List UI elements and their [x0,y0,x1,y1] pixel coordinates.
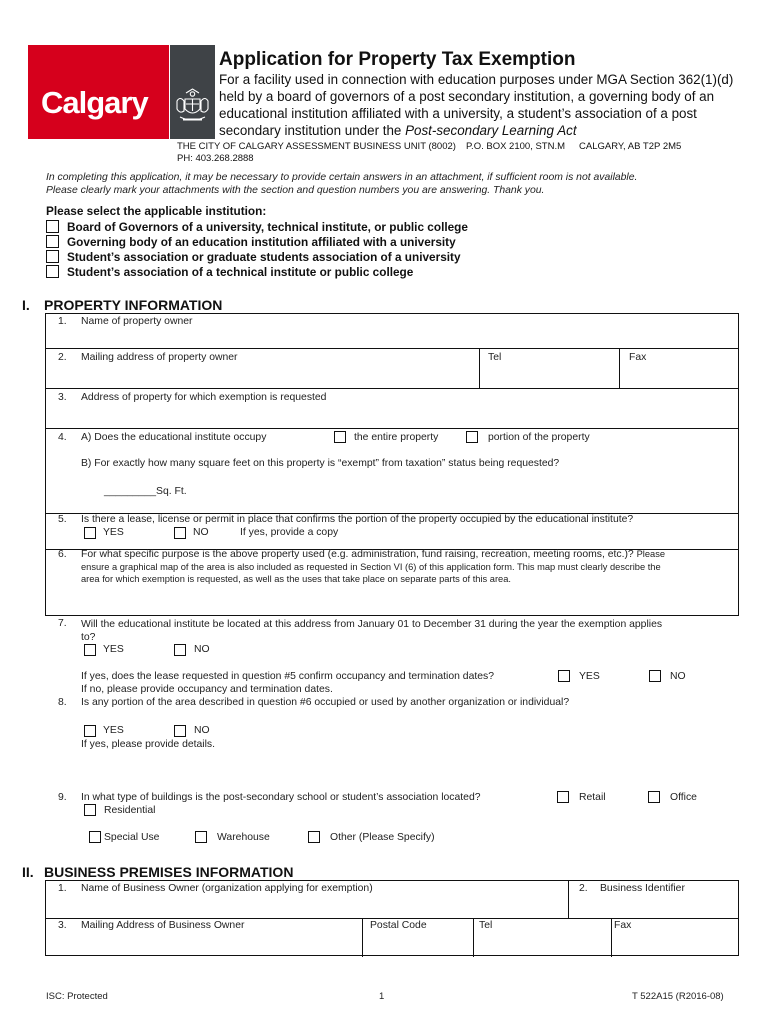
q4-number: 4. [58,432,67,443]
portion-property-label: portion of the property [488,432,590,443]
logo-wordmark: Calgary [41,85,148,120]
footer-classification: ISC: Protected [46,991,108,1002]
portion-property-checkbox[interactable] [466,431,478,443]
instructions-note: In completing this application, it may be necessary to provide certain answers in an attachment, if sufficient room is not available. Please clearly mark your attachments with the section and question numbers you are answering. Thank you. [46,172,638,196]
other-occupant-yes-label: YES [103,725,124,736]
square-feet-question: B) For exactly how many square feet on this property is “exempt” from taxation” status being requested? [81,458,560,469]
postal-code-label: Postal Code [370,920,427,931]
institution-option[interactable]: Student’s association or graduate students association of a university [46,249,461,264]
address-city: CALGARY, AB T2P 2M5 [579,141,682,152]
other-occupant-yes-checkbox[interactable] [84,725,96,737]
lease-dates-no-label: NO [670,671,686,682]
property-owner-label: Name of property owner [81,316,193,327]
q1-number: 1. [58,316,67,327]
lease-dates-yes-checkbox[interactable] [558,670,570,682]
institution-checkbox[interactable] [46,265,59,278]
warehouse-checkbox[interactable] [195,831,207,843]
fax-label: Fax [629,352,647,363]
institution-heading: Please select the applicable institution: [46,204,267,218]
s2-q2-number: 2. [579,883,588,894]
retail-label: Retail [579,792,606,803]
location-yes-label: YES [103,644,124,655]
q8-number: 8. [58,697,67,708]
special-use-label: Special Use [104,832,160,843]
other-occupant-question: Is any portion of the area described in question #6 occupied or used by another organization or individual? [81,697,570,708]
page-number: 1 [379,991,385,1002]
purpose-question: For what specific purpose is the above property used (e.g. administration, fund raising, recreation, meeting rooms, etc.)? Please [81,549,666,560]
lease-yes-checkbox[interactable] [84,527,96,539]
institution-checkbox[interactable] [46,220,59,233]
q5-number: 5. [58,514,67,525]
square-feet-input[interactable]: _________Sq. Ft. [104,486,187,497]
s2-q3-number: 3. [58,920,67,931]
entire-property-checkbox[interactable] [334,431,346,443]
other-checkbox[interactable] [308,831,320,843]
contact-phone: PH: 403.268.2888 [177,152,254,164]
property-owner-input[interactable] [80,330,730,346]
building-type-question: In what type of buildings is the post-secondary school or student’s association located? [81,792,481,803]
q6-number: 6. [58,549,67,560]
other-label: Other (Please Specify) [330,832,435,843]
location-yes-checkbox[interactable] [84,644,96,656]
section-2-heading: II. BUSINESS PREMISES INFORMATION [22,864,294,880]
lease-no-label: NO [193,527,209,538]
city-crest-icon [174,87,211,123]
location-no-label: NO [194,644,210,655]
mailing-address-label: Mailing address of property owner [81,352,238,363]
purpose-map-note: ensure a graphical map of the area is also included as requested in Section VI (6) of this application form. This map must clearly describe the area for which exemption is requested, as well as the uses that take place on separate parts of this area. [81,562,661,584]
business-identifier-label: Business Identifier [600,883,685,894]
occupy-question: A) Does the educational institute occupy [81,432,267,443]
other-occupant-no-checkbox[interactable] [174,725,186,737]
institution-checkbox[interactable] [46,235,59,248]
lease-no-checkbox[interactable] [174,527,186,539]
business-mailing-label: Mailing Address of Business Owner [81,920,245,931]
q3-number: 3. [58,392,67,403]
business-tel-label: Tel [479,920,493,931]
other-occupant-no-label: NO [194,725,210,736]
address-box: P.O. BOX 2100, STN.M [465,141,566,152]
lease-dates-yes-label: YES [579,671,600,682]
office-label: Office [670,792,697,803]
contact-address [177,141,681,164]
lease-dates-question: If yes, does the lease requested in question #5 confirm occupancy and termination dates? [81,671,494,682]
q7-number: 7. [58,618,67,629]
page-subtitle: For a facility used in connection with education purposes under MGA Section 362(1)(d) held by a board of governors of a post secondary institution, a governing body of an educational institution affiliated with a university, a student’s association of a post secondary institution under the Post-secondary Learning Act [219,72,734,138]
form-id: T 522A15 (R2016-08) [632,991,724,1002]
location-question: Will the educational institute be located at this address from January 01 to December 31 during the year the exemption applies to? [81,619,663,643]
property-address-label: Address of property for which exemption is requested [81,392,327,403]
business-fax-label: Fax [614,920,632,931]
lease-note: If yes, provide a copy [240,527,339,538]
lease-yes-label: YES [103,527,124,538]
business-owner-label: Name of Business Owner (organization applying for exemption) [81,883,373,894]
calgary-logo [28,45,169,139]
termination-dates-note: If no, please provide occupancy and termination dates. [81,684,333,695]
institution-option[interactable]: Student’s association of a technical institute or public college [46,264,413,279]
office-checkbox[interactable] [648,791,660,803]
page-title: Application for Property Tax Exemption [219,49,576,70]
tel-label: Tel [488,352,502,363]
lease-question: Is there a lease, license or permit in place that confirms the portion of the property occupied by the educational institute? [81,514,634,525]
residential-checkbox[interactable] [84,804,96,816]
crest-panel [170,45,215,139]
q2-number: 2. [58,352,67,363]
institution-option[interactable]: Governing body of an education institution affiliated with a university [46,234,456,249]
details-note: If yes, please provide details. [81,739,215,750]
section-1-heading: I. PROPERTY INFORMATION [22,297,223,313]
location-no-checkbox[interactable] [174,644,186,656]
q9-number: 9. [58,792,67,803]
address-org: THE CITY OF CALGARY ASSESSMENT BUSINESS UNIT (8002) [177,141,456,152]
retail-checkbox[interactable] [557,791,569,803]
s2-q1-number: 1. [58,883,67,894]
warehouse-label: Warehouse [217,832,270,843]
special-use-checkbox[interactable] [89,831,101,843]
institution-checkbox[interactable] [46,250,59,263]
residential-label: Residential [104,805,156,816]
institution-option[interactable]: Board of Governors of a university, technical institute, or public college [46,219,468,234]
lease-dates-no-checkbox[interactable] [649,670,661,682]
entire-property-label: the entire property [354,432,439,443]
